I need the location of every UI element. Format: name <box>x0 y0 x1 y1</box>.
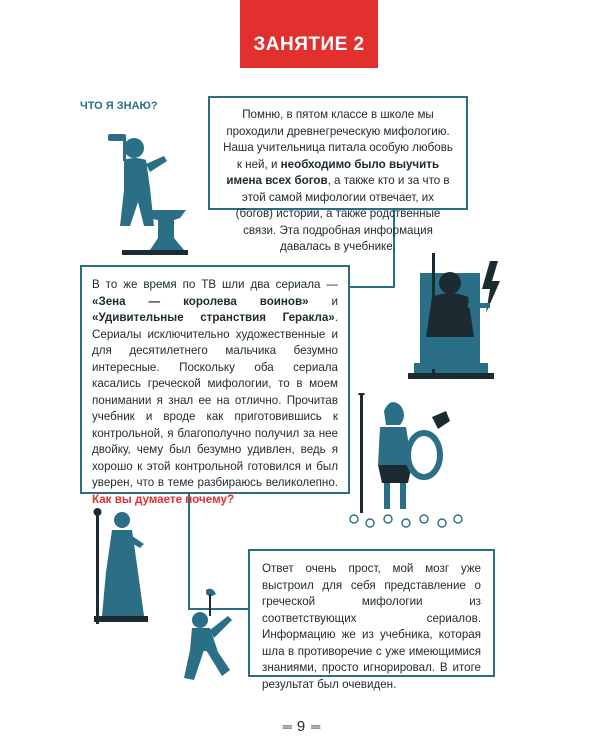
hermes-icon <box>176 588 244 688</box>
memory-text-box <box>208 96 468 253</box>
page-number <box>256 714 346 738</box>
connector-line <box>349 286 395 288</box>
memory-paragraph: Помню, в пятом классе в школе мы проходили древнегреческую мифологию. Наша учительница питала особую любовь к ней, и необходимо было выучить имена всех богов, а также кто и за что в этой самой мифологии отвечает, их (богов) истории, а также родственные связи. Эта подробная информация давалась в учебнике. <box>223 108 453 253</box>
throned-zeus-icon <box>402 251 520 389</box>
question-text: Как вы думаете почему? <box>92 492 235 506</box>
spartan-warrior-icon <box>338 393 476 533</box>
tv-series-paragraph: В то же время по ТВ шли два сериала — «Зена — королева воинов» и «Удивительные странствия Геракла». Сериалы исключительно художественные и для десятилетнего мальчика безумно интересные. Поскольку оба сериала касались греческой мифологии, то в моем понимании я знал ее на отлично. Прочитав учебник и вроде как приготовившись к контрольной, я благополучно получил за нее двойку, чему был безумно удивлен, ведь я хорошо к этой контрольной готовился и был уверен, что в теме разбираюсь великолепно. Как вы думаете почему? <box>92 278 338 506</box>
page-deco-right: ═ <box>311 718 320 734</box>
section-label: ЧТО Я ЗНАЮ? <box>80 100 158 112</box>
lesson-title: ЗАНЯТИЕ 2 <box>253 34 365 55</box>
blacksmith-god-icon <box>94 126 194 258</box>
page-deco-left: ═ <box>282 718 291 734</box>
answer-paragraph: Ответ очень прост, мой мозг уже выстроил для себя представление о греческой мифологии из соответствующих сериалов. Информацию же из учебника, которая шла в противоречие с уже имеющимися знаниями, просто игнорировал. В итоге результат был очевиден. <box>262 562 481 691</box>
lesson-banner <box>240 0 378 68</box>
page-number-value: 9 <box>296 717 306 735</box>
goddess-with-staff-icon <box>82 506 152 628</box>
answer-text-box <box>248 549 495 691</box>
tv-series-text-box <box>80 265 350 506</box>
